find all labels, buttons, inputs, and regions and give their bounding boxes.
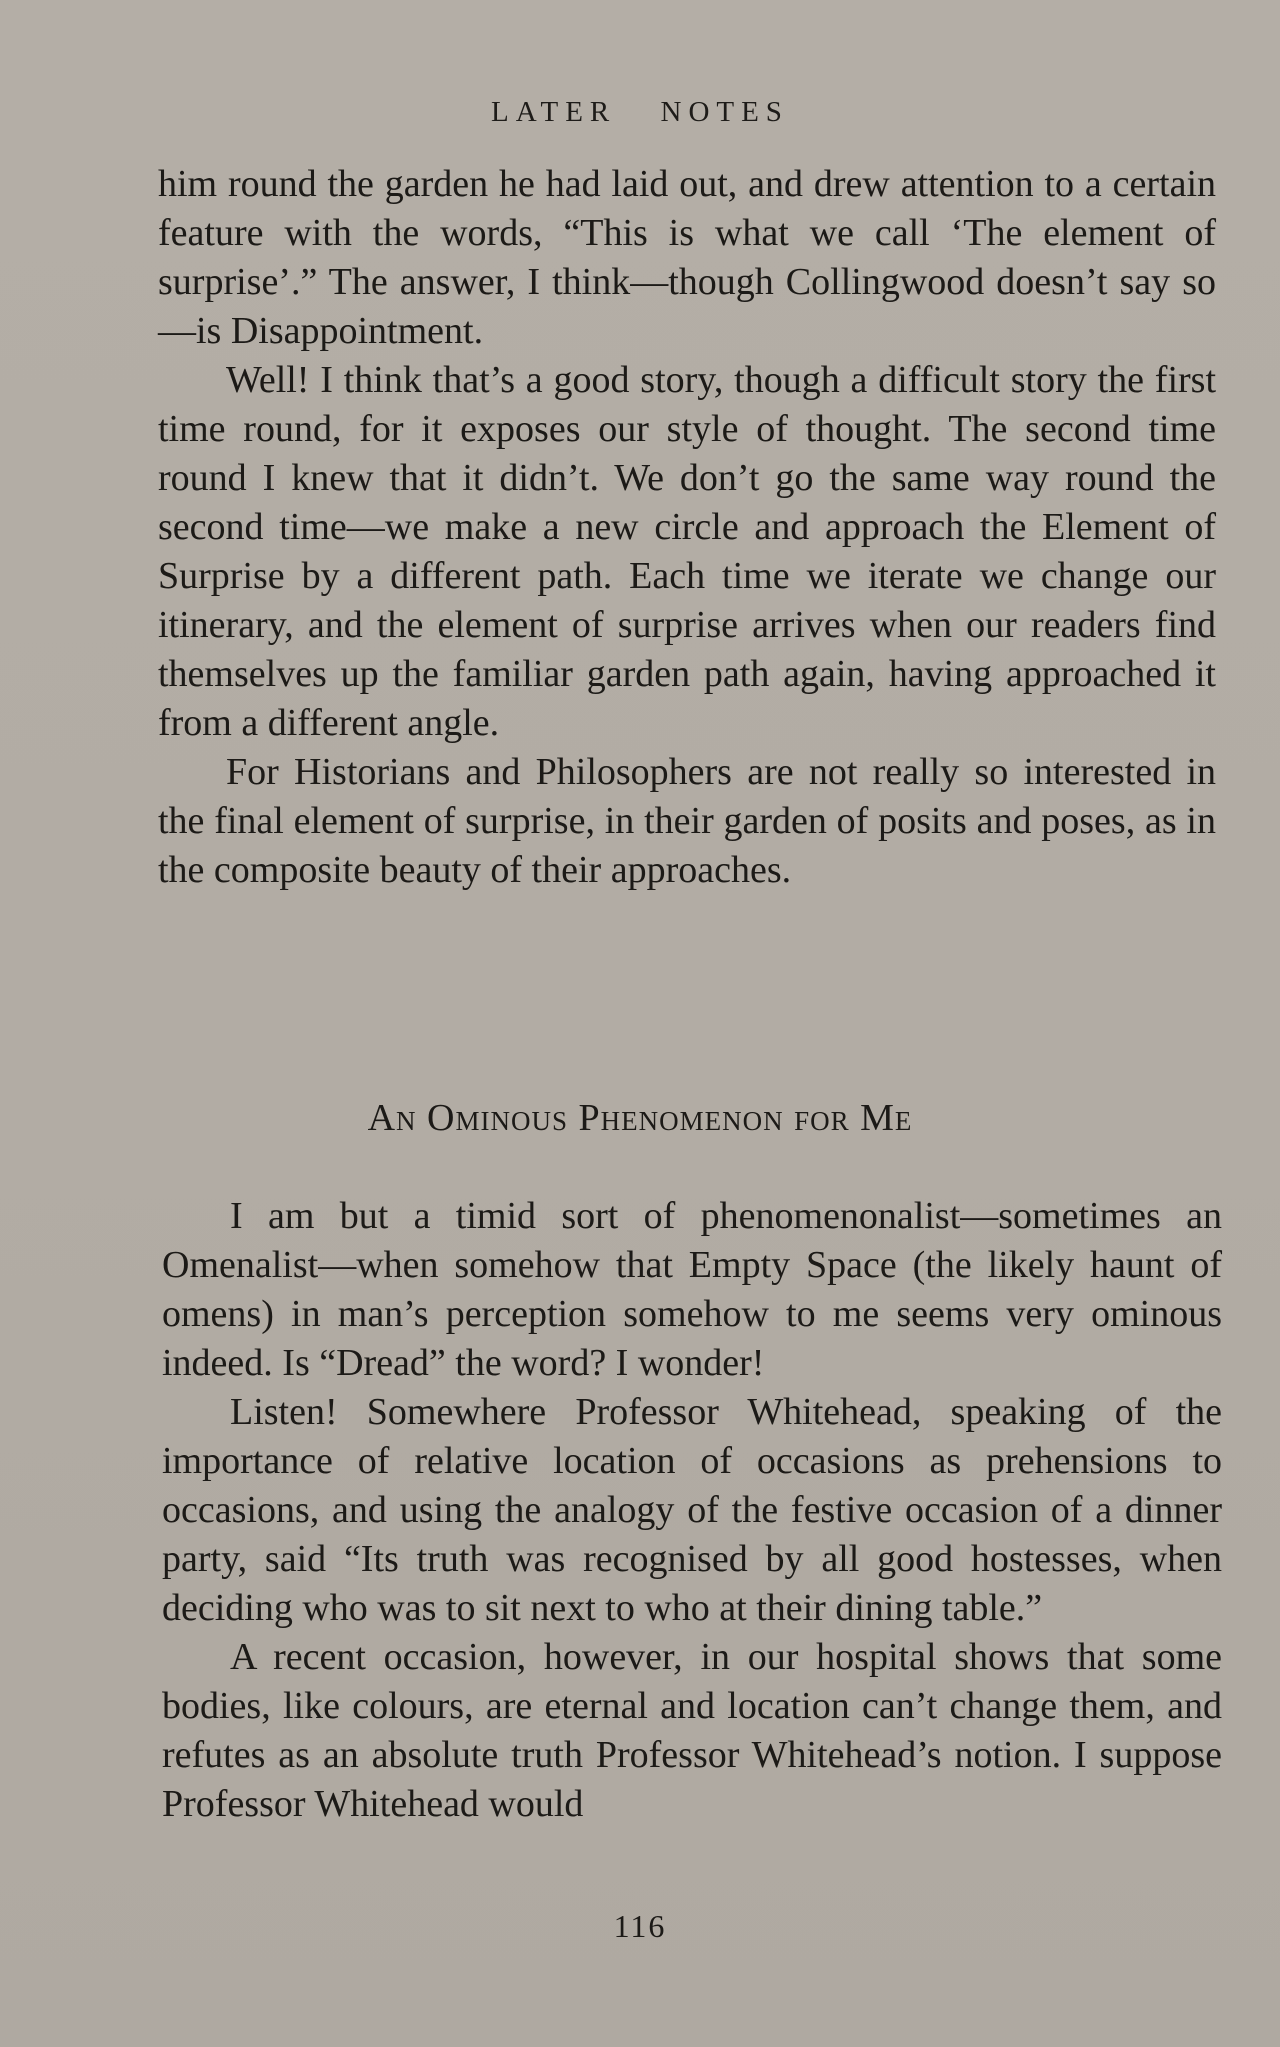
paragraph: A recent occasion, however, in our hospital shows that some bodies, like colours, are eternal and location can’t change them, and refutes as an absolute truth Professor Whitehead’s notion. I suppose Professor Whitehead would (162, 1636, 1222, 1825)
section-text-block (162, 1192, 1222, 1829)
continued-text-block (158, 160, 1216, 895)
section-heading: An Ominous Phenomenon for Me (367, 1097, 913, 1139)
paragraph: Listen! Somewhere Professor Whitehead, speaking of the importance of relative location of occasions as prehensions to occasions, and using the analogy of the festive occasion of a dinner party, said “Its truth was recognised by all good hostesses, when deciding who was to sit next to who at their dining table.” (162, 1391, 1222, 1629)
paragraph-continued: him round the garden he had laid out, and drew attention to a certain feature with the words, “This is what we call ‘The element of surprise’.” The answer, I think—though Collingwood doesn’t say so—is Disappointment. (158, 163, 1216, 352)
page-number: 116 (613, 1908, 667, 1944)
running-head: LATER NOTES (491, 96, 789, 128)
paragraph: Well! I think that’s a good story, though a difficult story the first time round, for it exposes our style of thought. The second time round I knew that it didn’t. We don’t go the same way round the second time—we make a new circle and approach the Element of Surprise by a different path. Each time we iterate we change our itinerary, and the element of surprise arrives when our readers find themselves up the familiar garden path again, having approached it from a different angle. (158, 359, 1216, 744)
paragraph: I am but a timid sort of phenomenonalist—sometimes an Omenalist—when somehow that Empty Space (the likely haunt of omens) in man’s perception somehow to me seems very ominous indeed. Is “Dread” the word? I wonder! (162, 1195, 1222, 1384)
paragraph: For Historians and Philosophers are not really so interested in the final element of surprise, in their garden of posits and poses, as in the composite beauty of their approaches. (158, 751, 1216, 891)
